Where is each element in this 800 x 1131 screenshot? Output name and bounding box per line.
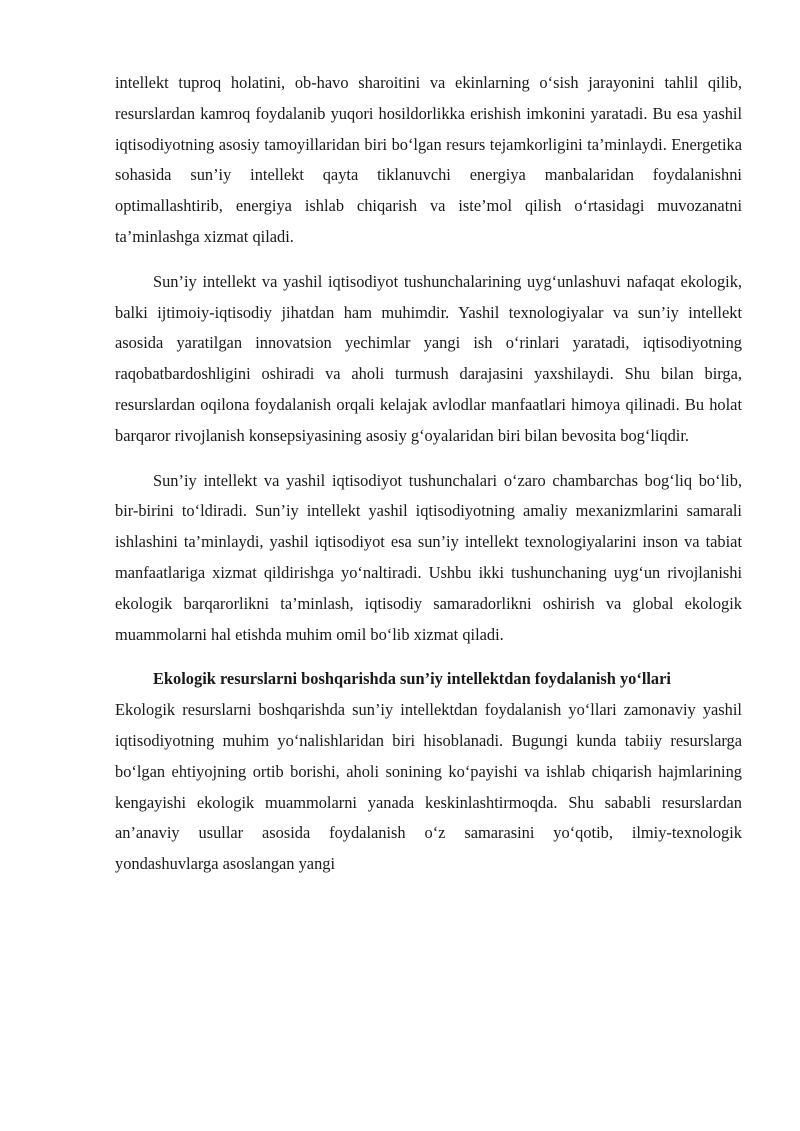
document-page (115, 68, 742, 880)
paragraph-continuation: intellekt tuproq holatini, ob-havo sharoitini va ekinlarning o‘sish jarayonini tahlil qilib, resurslardan kamroq foydalanib yuqori hosildorlikka erishish imkonini yaratadi. Bu esa yashil iqtisodiyotning asosiy tamoyillaridan biri bo‘lgan resurs tejamkorligini ta’minlaydi. Energetika sohasida sun’iy intellekt qayta tiklanuvchi energiya manbalaridan foydalanishni optimallashtirib, energiya ishlab chiqarish va iste’mol qilish o‘rtasidagi muvozanatni ta’minlashga xizmat qiladi. (115, 73, 742, 246)
section-heading: Ekologik resurslarni boshqarishda sun’iy intellektdan foydalanish yo‘llari (153, 669, 671, 689)
paragraph-integration: Sun’iy intellekt va yashil iqtisodiyot tushunchalarining uyg‘unlashuvi nafaqat ekologik, balki ijtimoiy-iqtisodiy jihatdan ham muhimdir. Yashil texnologiyalar va sun’iy intellekt asosida yaratilgan innovatsion yechimlar yangi ish o‘rinlari yaratadi, iqtisodiyotning raqobatbardoshligini oshiradi va aholi turmush darajasini yaxshilaydi. Shu bilan birga, resurslardan oqilona foydalanish orqali kelajak avlodlar manfaatlari himoya qilinadi. Bu holat barqaror rivojlanish konsepsiyasining asosiy g‘oyalaridan biri bilan bevosita bog‘liqdir. (115, 271, 742, 445)
paragraph-section-intro: Ekologik resurslarni boshqarishda sun’iy intellektdan foydalanish yo‘llari zamonaviy yashil iqtisodiyotning muhim yo‘nalishlaridan biri hisoblanadi. Bugungi kunda tabiiy resurslarga bo‘lgan ehtiyojning ortib borishi, aholi sonining ko‘payishi va ishlab chiqarish hajmlarining kengayishi ekologik muammolarni yanada keskinlashtirmoqda. Shu sababli resurslardan an’anaviy usullar asosida foydalanish o‘z samarasini yo‘qotib, ilmiy-texnologik yondashuvlarga asoslangan yangi (115, 700, 742, 874)
paragraph-interrelation: Sun’iy intellekt va yashil iqtisodiyot tushunchalari o‘zaro chambarchas bog‘liq bo‘lib, bir-birini to‘ldiradi. Sun’iy intellekt yashil iqtisodiyotning amaliy mexanizmlarini samarali ishlashini ta’minlaydi, yashil iqtisodiyot esa sun’iy intellekt texnologiyalarini inson va tabiat manfaatlariga xizmat qildirishga yo‘naltiradi. Ushbu ikki tushunchaning uyg‘un rivojlanishi ekologik barqarorlikni ta’minlash, iqtisodiy samaradorlikni oshirish va global ekologik muammolarni hal etishda muhim omil bo‘lib xizmat qiladi. (115, 470, 742, 644)
